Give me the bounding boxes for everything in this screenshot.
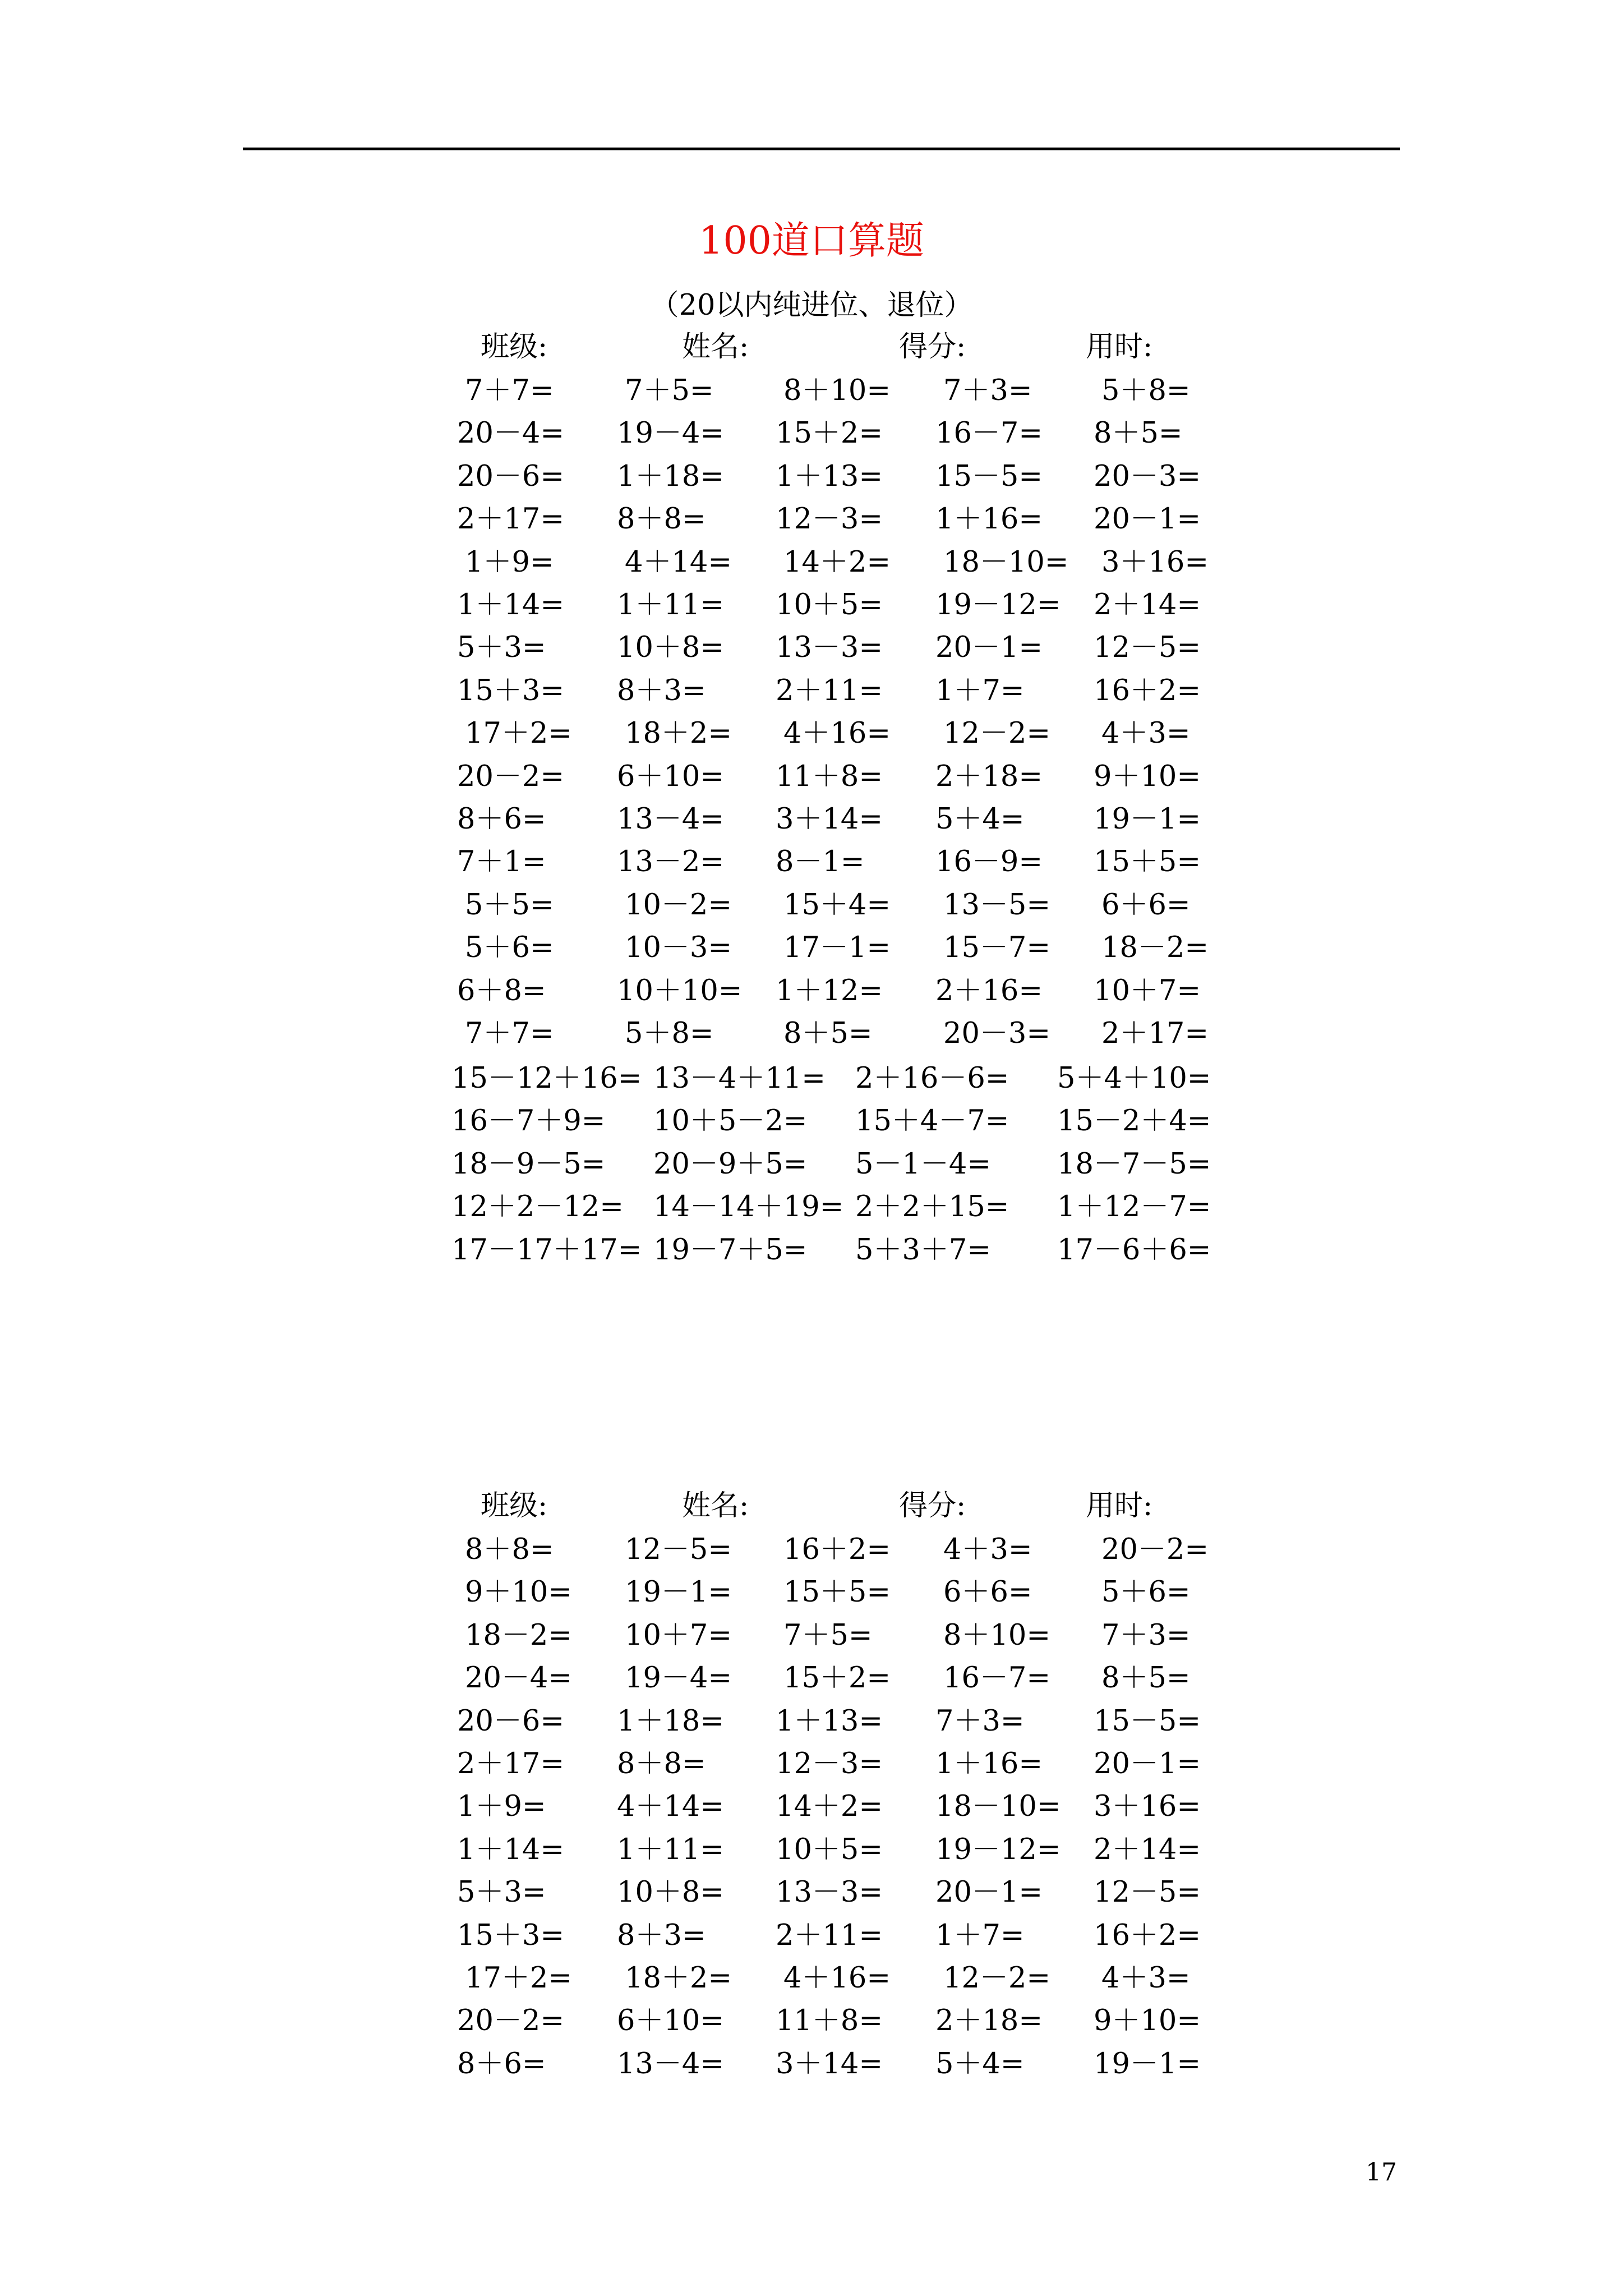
ws1-problem: 10＋7= [1094,974,1201,1007]
ws2-problem: 7＋3= [935,1704,1025,1738]
ws2-problem: 19－4= [625,1662,732,1695]
ws1-problem: 1＋9= [465,545,554,579]
ws1-mixed-problem: 17－17＋17= [451,1233,642,1267]
ws1-problem: 5＋5= [465,888,554,922]
ws2-problem: 19－12= [935,1833,1061,1866]
ws2-problem: 1＋18= [617,1704,725,1738]
ws1-problem: 10－2= [625,888,732,922]
ws1-mixed-problem: 18－9－5= [451,1147,606,1181]
ws1-score-label: 得分: [899,330,966,364]
ws1-problem: 20－2= [457,760,565,793]
ws1-problem: 12－5= [1094,631,1201,665]
header-rule [243,148,1400,150]
ws1-problem: 4＋16= [783,717,891,751]
ws2-problem: 12－3= [776,1747,883,1780]
ws1-problem: 20－1= [1094,503,1201,536]
ws2-problem: 6＋6= [943,1576,1032,1609]
ws1-problem: 15＋5= [1094,845,1201,879]
ws2-problem: 8＋10= [943,1618,1051,1652]
ws2-time-label: 用时: [1086,1489,1153,1522]
ws2-problem: 11＋8= [776,2004,883,2038]
ws2-problem: 9＋10= [1094,2004,1201,2038]
ws2-problem: 12－5= [1094,1876,1201,1910]
ws1-problem: 8＋5= [783,1017,873,1050]
ws1-problem: 16－7= [935,417,1043,450]
ws2-problem: 1＋13= [776,1704,883,1738]
ws1-problem: 1＋16= [935,503,1043,536]
ws1-mixed-problem: 20－9＋5= [653,1147,808,1181]
ws1-problem: 8＋10= [783,374,891,407]
ws1-class-label: 班级: [481,330,548,364]
ws2-problem: 8＋8= [617,1747,706,1780]
ws1-problem: 18－2= [1101,931,1209,965]
ws1-problem: 2＋11= [776,674,883,707]
ws1-problem: 4＋3= [1101,717,1191,751]
ws2-problem: 2＋18= [935,2004,1043,2038]
ws1-problem: 17－1= [783,931,891,965]
ws2-problem: 12－2= [943,1962,1051,1995]
ws2-problem: 16－7= [943,1662,1051,1695]
ws1-problem: 7＋7= [465,1017,554,1050]
ws1-problem: 16＋2= [1094,674,1201,707]
ws2-problem: 5＋6= [1101,1576,1191,1609]
page-title: 100道口算题 [699,219,924,263]
ws2-problem: 20－1= [1094,1747,1201,1780]
ws2-problem: 18－2= [465,1618,573,1652]
ws1-mixed-problem: 16－7＋9= [451,1105,606,1138]
ws1-problem: 19－1= [1094,803,1201,836]
ws1-problem: 2＋18= [935,760,1043,793]
ws2-problem: 1＋7= [935,1918,1025,1952]
ws2-problem: 10＋5= [776,1833,883,1866]
ws1-problem: 7＋1= [457,845,546,879]
ws1-mixed-problem: 1＋12－7= [1057,1190,1211,1224]
ws2-problem: 20－1= [935,1876,1043,1910]
ws1-problem: 1＋18= [617,459,725,493]
ws1-problem: 11＋8= [776,760,883,793]
ws1-mixed-problem: 2＋16－6= [855,1062,1009,1095]
ws1-mixed-problem: 17－6＋6= [1057,1233,1211,1267]
ws2-name-label: 姓名: [682,1489,749,1522]
ws1-problem: 5＋8= [1101,374,1191,407]
ws1-mixed-problem: 5＋3＋7= [855,1233,992,1267]
ws2-problem: 3＋16= [1094,1790,1201,1824]
ws1-problem: 9＋10= [1094,760,1201,793]
ws2-problem: 2＋14= [1094,1833,1201,1866]
ws1-problem: 8＋8= [617,503,706,536]
ws1-problem: 20－3= [1094,459,1201,493]
ws1-problem: 15－7= [943,931,1051,965]
ws2-problem: 1＋9= [457,1790,546,1824]
ws1-mixed-problem: 5＋4＋10= [1057,1062,1211,1095]
ws1-problem: 12－2= [943,717,1051,751]
ws2-problem: 19－1= [1094,2047,1201,2081]
ws2-problem: 4＋14= [617,1790,725,1824]
ws1-problem: 13－5= [943,888,1051,922]
page-number: 17 [1366,2158,1397,2187]
ws1-problem: 4＋14= [625,545,732,579]
ws1-problem: 5＋8= [625,1017,714,1050]
ws1-problem: 2＋16= [935,974,1043,1007]
ws2-problem: 15＋2= [783,1662,891,1695]
ws1-mixed-problem: 15＋4－7= [855,1105,1009,1138]
ws1-problem: 8＋3= [617,674,706,707]
ws2-problem: 1＋11= [617,1833,725,1866]
ws2-problem: 5＋4= [935,2047,1025,2081]
ws2-problem: 5＋3= [457,1876,546,1910]
ws2-problem: 16＋2= [783,1533,891,1566]
ws2-problem: 10＋8= [617,1876,725,1910]
ws1-problem: 2＋17= [457,503,565,536]
ws2-problem: 19－1= [625,1576,732,1609]
ws1-problem: 7＋3= [943,374,1032,407]
ws1-mixed-problem: 19－7＋5= [653,1233,808,1267]
ws1-problem: 18－10= [943,545,1069,579]
ws1-problem: 7＋5= [625,374,714,407]
ws1-problem: 6＋8= [457,974,546,1007]
ws1-problem: 15＋4= [783,888,891,922]
ws1-problem: 20－1= [935,631,1043,665]
ws1-problem: 7＋7= [465,374,554,407]
ws2-problem: 2＋17= [457,1747,565,1780]
ws2-problem: 18＋2= [625,1962,732,1995]
ws1-problem: 13－3= [776,631,883,665]
ws2-problem: 1＋14= [457,1833,565,1866]
ws1-problem: 12－3= [776,503,883,536]
ws1-problem: 2＋17= [1101,1017,1209,1050]
ws1-mixed-problem: 15－12＋16= [451,1062,642,1095]
ws2-problem: 15＋5= [783,1576,891,1609]
ws1-problem: 10＋5= [776,588,883,622]
ws1-problem: 1＋7= [935,674,1025,707]
ws2-problem: 12－5= [625,1533,732,1566]
ws2-problem: 20－2= [457,2004,565,2038]
ws1-problem: 10＋8= [617,631,725,665]
ws2-problem: 15＋3= [457,1918,565,1952]
ws2-problem: 8＋8= [465,1533,554,1566]
ws1-mixed-problem: 5－1－4= [855,1147,992,1181]
ws1-problem: 18＋2= [625,717,732,751]
ws1-problem: 10－3= [625,931,732,965]
ws1-problem: 20－3= [943,1017,1051,1050]
ws2-problem: 16＋2= [1094,1918,1201,1952]
ws2-problem: 13－4= [617,2047,725,2081]
ws1-problem: 14＋2= [783,545,891,579]
ws1-problem: 8＋6= [457,803,546,836]
ws1-time-label: 用时: [1086,330,1153,364]
ws1-problem: 19－4= [617,417,725,450]
ws2-problem: 6＋10= [617,2004,725,2038]
ws2-problem: 20－6= [457,1704,565,1738]
ws2-problem: 8＋3= [617,1918,706,1952]
ws2-problem: 10＋7= [625,1618,732,1652]
ws1-mixed-problem: 12＋2－12= [451,1190,624,1224]
ws2-problem: 13－3= [776,1876,883,1910]
ws2-problem: 4＋3= [1101,1962,1191,1995]
ws1-problem: 15－5= [935,459,1043,493]
ws2-problem: 17＋2= [465,1962,573,1995]
ws1-problem: 5＋3= [457,631,546,665]
ws1-problem: 8＋5= [1094,417,1183,450]
ws1-problem: 17＋2= [465,717,573,751]
ws1-problem: 8－1= [776,845,865,879]
ws1-problem: 10＋10= [617,974,743,1007]
ws2-problem: 9＋10= [465,1576,573,1609]
ws1-problem: 1＋13= [776,459,883,493]
ws2-problem: 3＋14= [776,2047,883,2081]
ws1-problem: 2＋14= [1094,588,1201,622]
ws2-problem: 7＋5= [783,1618,873,1652]
ws1-problem: 20－6= [457,459,565,493]
ws2-problem: 1＋16= [935,1747,1043,1780]
ws2-problem: 8＋6= [457,2047,546,2081]
ws1-problem: 15＋2= [776,417,883,450]
ws1-problem: 15＋3= [457,674,565,707]
ws2-problem: 7＋3= [1101,1618,1191,1652]
ws1-mixed-problem: 18－7－5= [1057,1147,1211,1181]
ws1-mixed-problem: 2＋2＋15= [855,1190,1009,1224]
ws1-problem: 6＋10= [617,760,725,793]
ws1-problem: 5＋6= [465,931,554,965]
ws2-problem: 14＋2= [776,1790,883,1824]
ws2-problem: 20－2= [1101,1533,1209,1566]
ws1-problem: 1＋14= [457,588,565,622]
ws1-problem: 13－4= [617,803,725,836]
ws1-problem: 13－2= [617,845,725,879]
ws2-problem: 18－10= [935,1790,1061,1824]
ws1-problem: 19－12= [935,588,1061,622]
ws2-problem: 4＋3= [943,1533,1032,1566]
ws1-problem: 20－4= [457,417,565,450]
ws2-class-label: 班级: [481,1489,548,1522]
ws1-problem: 1＋11= [617,588,725,622]
ws1-mixed-problem: 14－14＋19= [653,1190,844,1224]
ws1-problem: 5＋4= [935,803,1025,836]
ws2-score-label: 得分: [899,1489,966,1522]
ws1-problem: 16－9= [935,845,1043,879]
ws1-mixed-problem: 10＋5－2= [653,1105,808,1138]
ws2-problem: 4＋16= [783,1962,891,1995]
ws1-problem: 3＋14= [776,803,883,836]
ws2-problem: 20－4= [465,1662,573,1695]
ws1-problem: 6＋6= [1101,888,1191,922]
ws1-mixed-problem: 15－2＋4= [1057,1105,1211,1138]
ws2-problem: 2＋11= [776,1918,883,1952]
ws1-name-label: 姓名: [682,330,749,364]
ws2-problem: 15－5= [1094,1704,1201,1738]
ws2-problem: 8＋5= [1101,1662,1191,1695]
page-subtitle: （20以内纯进位、退位） [650,289,973,322]
ws1-mixed-problem: 13－4＋11= [653,1062,826,1095]
ws1-problem: 3＋16= [1101,545,1209,579]
ws1-problem: 1＋12= [776,974,883,1007]
